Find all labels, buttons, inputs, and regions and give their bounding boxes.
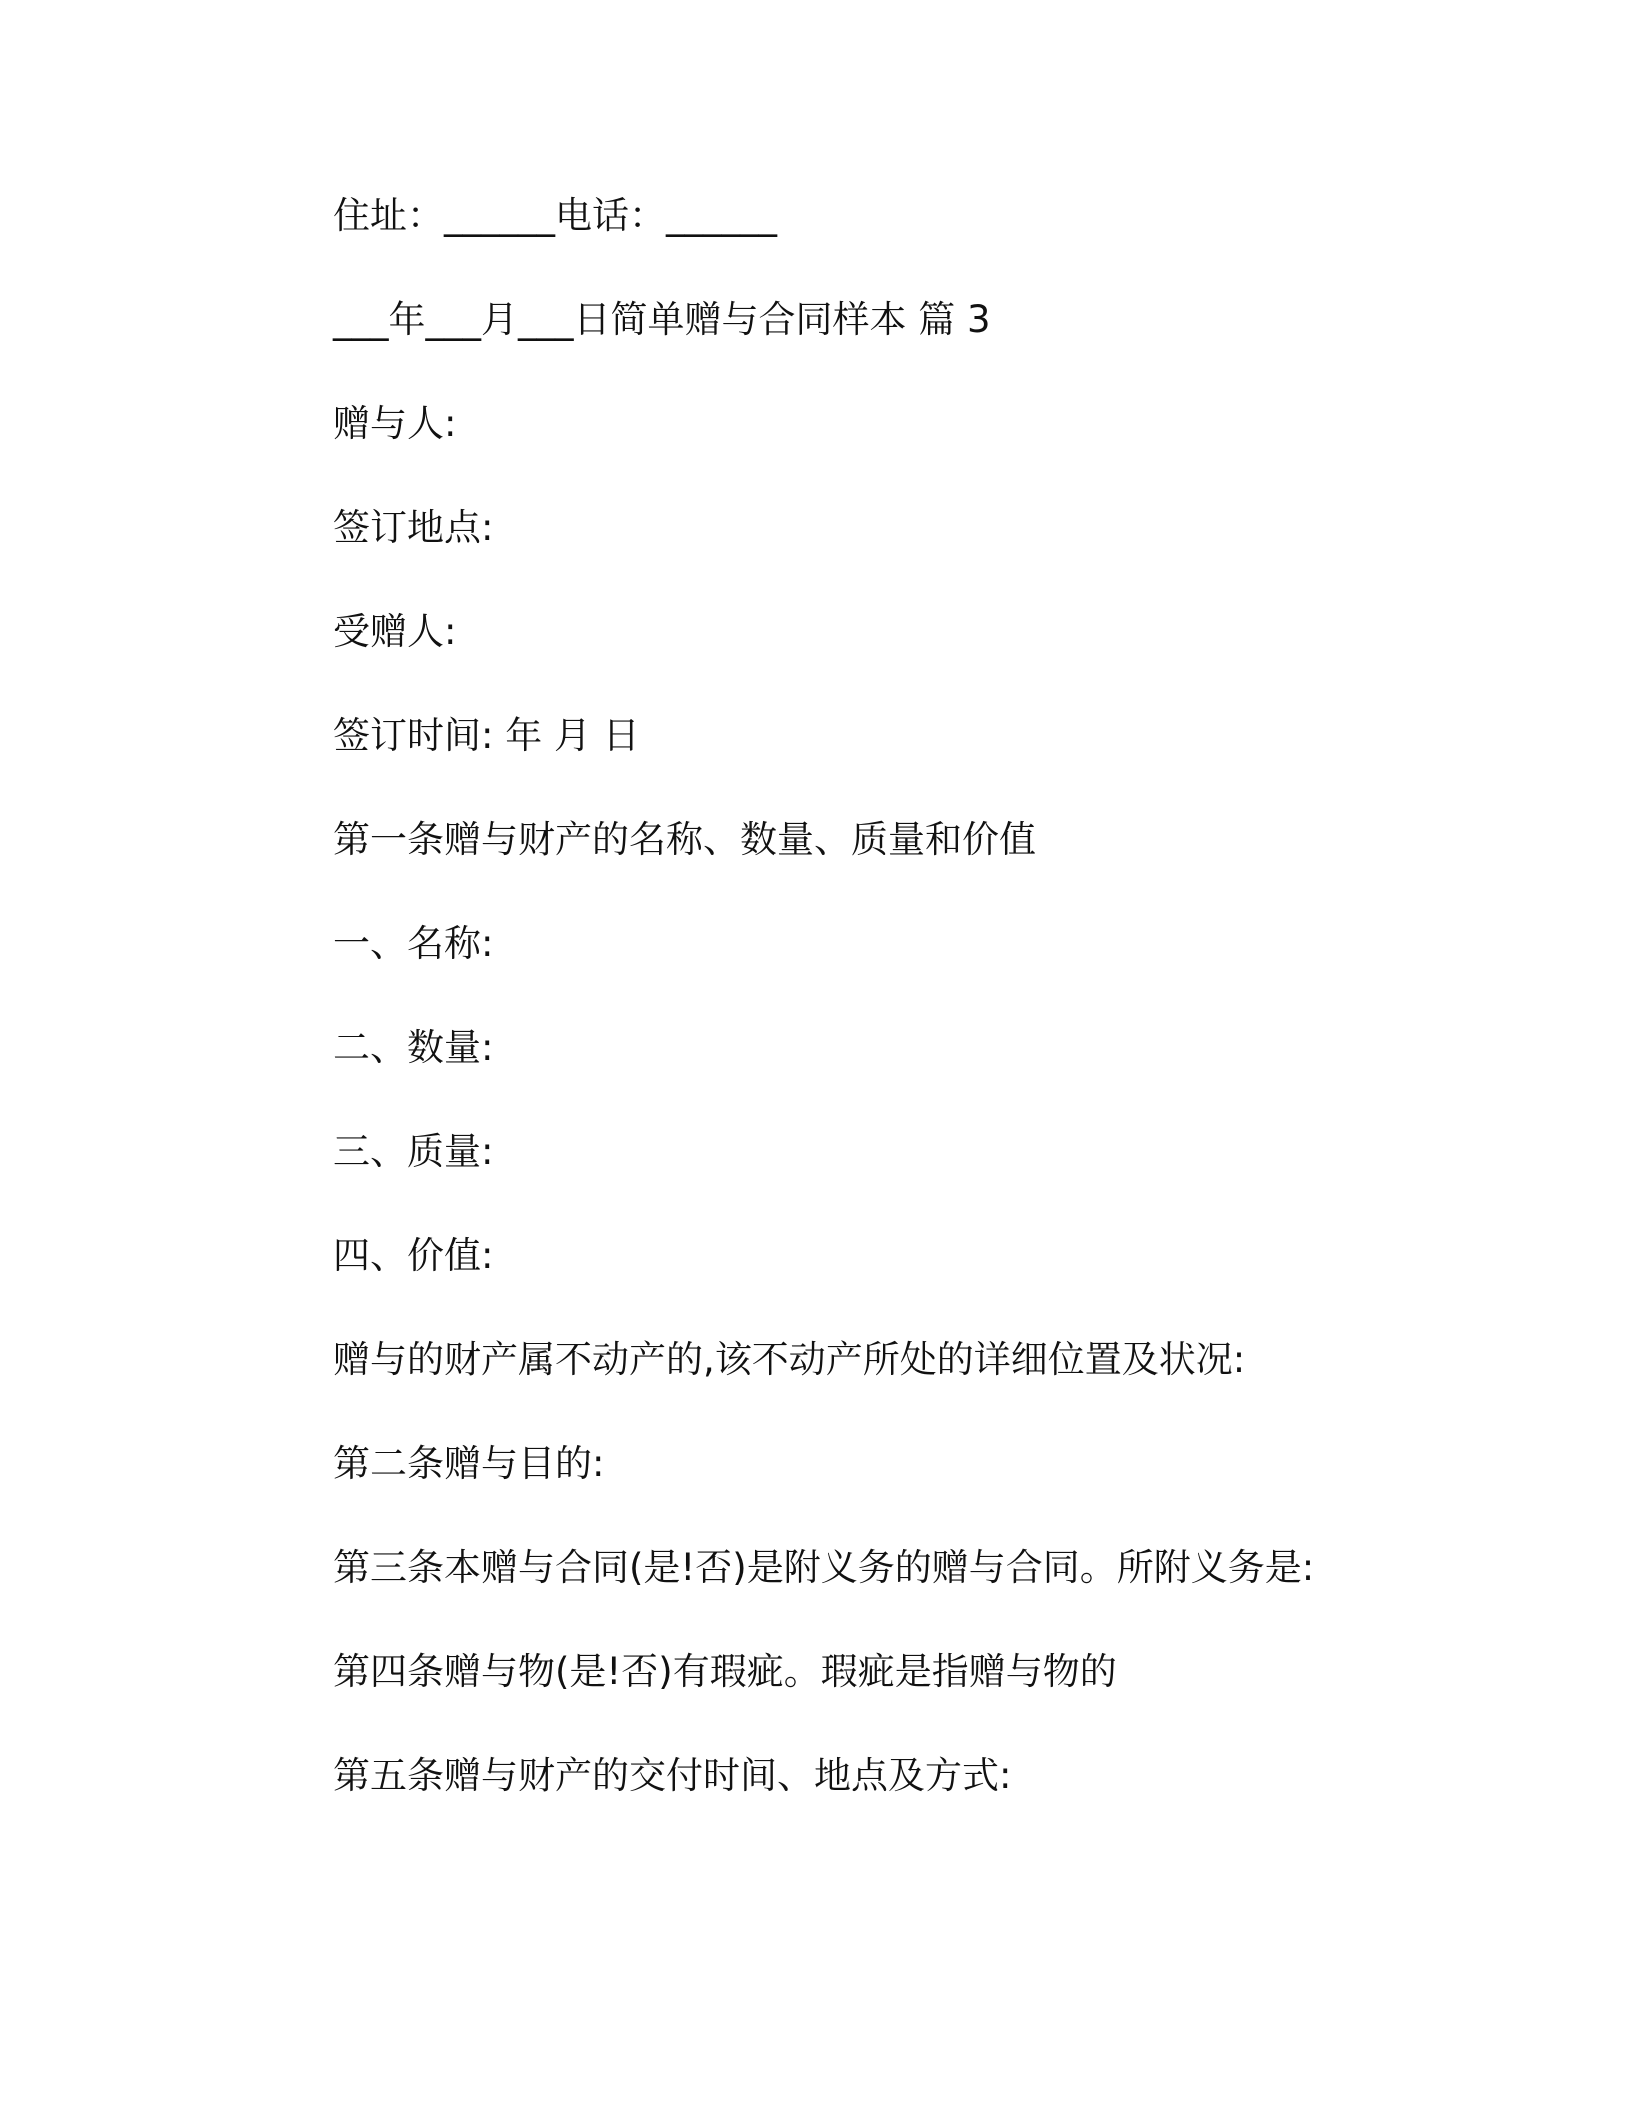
real-estate-clause: 赠与的财产属不动产的,该不动产所处的详细位置及状况: (333, 1338, 1246, 1381)
donee-field: 受赠人: (333, 610, 457, 653)
article-three: 第三条本赠与合同(是!否)是附义务的赠与合同。所附义务是: (333, 1546, 1315, 1589)
item-quantity-field: 二、数量: (333, 1026, 494, 1069)
item-name-field: 一、名称: (333, 922, 494, 965)
article-four: 第四条赠与物(是!否)有瑕疵。瑕疵是指赠与物的 (333, 1650, 1117, 1693)
article-five: 第五条赠与财产的交付时间、地点及方式: (333, 1754, 1012, 1797)
article-two: 第二条赠与目的: (333, 1442, 605, 1485)
article-one-heading: 第一条赠与财产的名称、数量、质量和价值 (333, 818, 1036, 861)
date-title-line: ___年___月___日简单赠与合同样本 篇 3 (333, 298, 991, 341)
donor-field: 赠与人: (333, 402, 457, 445)
item-value-field: 四、价值: (333, 1234, 494, 1277)
document-body (333, 184, 1333, 1848)
item-quality-field: 三、质量: (333, 1130, 494, 1173)
signing-location-field: 签订地点: (333, 506, 494, 549)
address-phone-line: 住址：______电话：______ (333, 194, 777, 237)
signing-time-field: 签订时间: 年 月 日 (333, 714, 640, 757)
